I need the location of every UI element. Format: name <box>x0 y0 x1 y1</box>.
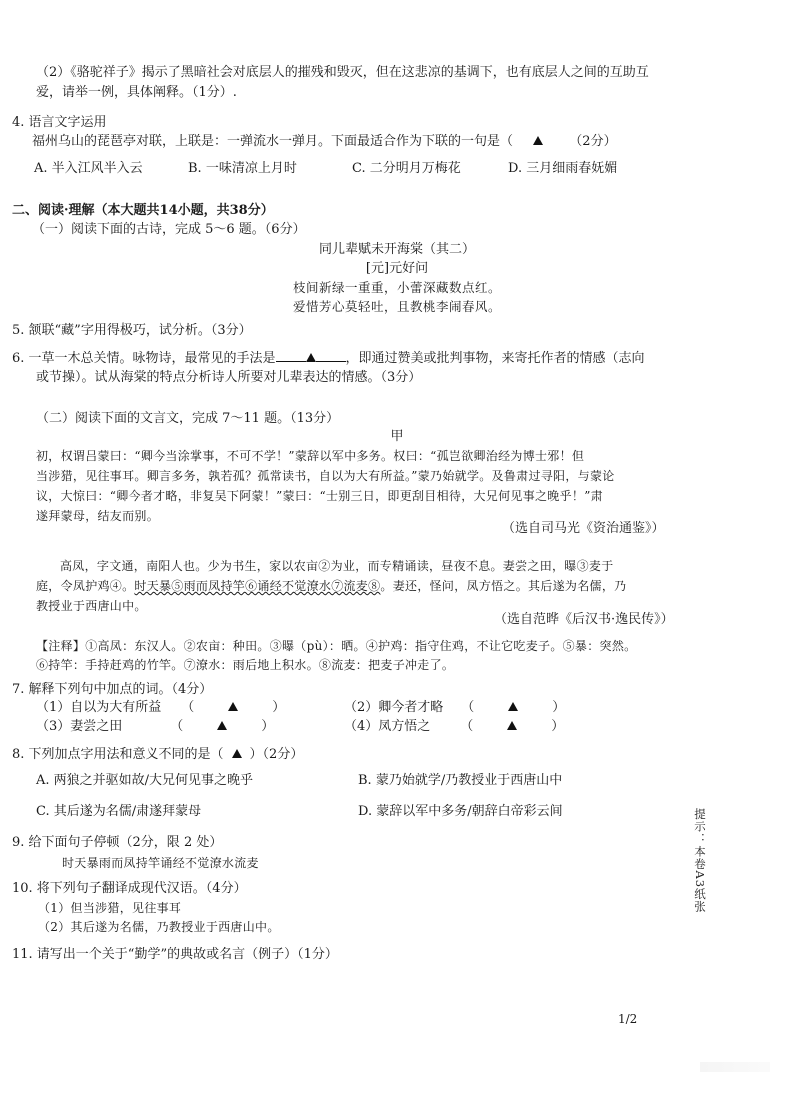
q7-item-2-text: （2）卿今者才略 <box>344 700 444 715</box>
q8-option-c: C. 其后遂为名儒/肃遂拜蒙母 <box>36 804 202 819</box>
yi-line-2-c: 。妻还，怪问，凤方悟之。其后遂为名儒，乃 <box>380 579 627 593</box>
answer-triangle-icon <box>306 353 316 362</box>
q10-title: 10. 将下列句子翻译成现代汉语。（4分） <box>12 881 247 896</box>
answer-triangle-icon <box>232 749 242 758</box>
q6-text-a: 6. 一草一木总关情。咏物诗，最常见的手法是 <box>12 351 276 366</box>
q8-title <box>12 746 303 764</box>
poem-line-1: 枝间新绿一重重，小蕾深藏数点红。 <box>292 280 501 295</box>
q7-item-1-text: （1）自以为大有所益 <box>36 700 162 715</box>
q9-sentence: 时天暴雨而凤持竿诵经不觉潦水流麦 <box>62 856 259 870</box>
q7-item-2: （2）卿今者才略 （ ） <box>344 700 566 715</box>
poem-title: 同儿辈赋未开海棠（其二） <box>318 242 475 257</box>
q8-option-d: D. 蒙辞以军中多务/朝辞白帝彩云间 <box>358 804 563 819</box>
q8-score: ）（2分） <box>249 747 304 762</box>
q10-sentence-2: （2）其后遂为名儒，乃教授业于西唐山中。 <box>38 920 280 934</box>
side-note-paper-size: 提示：本卷A3纸张 <box>693 808 707 914</box>
q6-line2: 或节操）。试从海棠的特点分析诗人所要对儿辈表达的情感。（3分） <box>36 370 422 385</box>
jia-line-3: 议，大惊曰：“卿今者才略，非复吴下阿蒙！”蒙曰：“士别三日，即更刮目相待，大兄何见事之晚乎！”肃 <box>36 489 603 503</box>
q4-option-d: D. 三月细雨春妩媚 <box>508 161 618 176</box>
jia-line-2: 当涉猎，见往事耳。卿言多务，孰若孤？孤常读书，自以为大有所益。”蒙乃始就学。及鲁肃过寻阳，与蒙论 <box>36 469 615 483</box>
q6-line1 <box>12 350 645 368</box>
scan-artifact <box>700 1062 770 1072</box>
q4-score: （2分） <box>569 134 617 149</box>
q11: 11. 请写出一个关于“勤学”的典故或名言（例子）（1分） <box>12 947 338 962</box>
yi-underlined-sentence: 时天暴⑤雨而凤持竿⑥诵经不觉潦水⑦流麦⑧ <box>134 579 381 593</box>
poem-author: [元]元好问 <box>365 261 429 276</box>
page-number: 1/2 <box>618 1012 638 1026</box>
q3-2-line2: 爱，请举一例，具体阐释。（1分）. <box>36 85 237 100</box>
answer-triangle-icon <box>228 702 238 711</box>
q4-stem <box>32 133 617 151</box>
q4-option-c: C. 二分明月万梅花 <box>352 161 461 176</box>
q7-item-1: （1）自以为大有所益 （ ） <box>36 700 286 715</box>
q7-item-4: （4）凤方悟之 （ ） <box>344 719 565 734</box>
yi-line-3: 教授业于西唐山中。 <box>36 599 147 613</box>
answer-triangle-icon <box>508 702 518 711</box>
q5: 5. 颔联“藏”字用得极巧，试分析。（3分） <box>12 323 252 338</box>
jia-line-4: 遂拜蒙母，结友而别。 <box>36 509 160 523</box>
q7-item-3: （3）妻尝之田 （ ） <box>36 719 275 734</box>
passage-jia-label: 甲 <box>390 429 404 444</box>
q10-sentence-1: （1）但当涉猎，见往事耳 <box>38 901 182 915</box>
answer-triangle-icon <box>533 136 543 145</box>
section2-part1: （一）阅读下面的古诗，完成 5～6 题。（6分） <box>32 222 306 237</box>
q4-stem-text: 福州乌山的琵琶亭对联，上联是：一弹流水一弹月。下面最适合作为下联的一句是（ <box>32 134 514 149</box>
q4-option-b: B. 一味清凉上月时 <box>188 161 297 176</box>
q8-option-b: B. 蒙乃始就学/乃教授业于西唐山中 <box>358 773 563 788</box>
q4-option-a: A. 半入江风半入云 <box>34 161 143 176</box>
jia-source: （选自司马光《资治通鉴》） <box>502 521 665 536</box>
q7-item-3-text: （3）妻尝之田 <box>36 719 123 734</box>
poem-line-2: 爱惜芳心莫轻吐，且教桃李闹春风。 <box>292 299 501 314</box>
yi-line-1: 高凤，字文通，南阳人也。少为书生，家以农亩②为业，而专精诵读，昼夜不息。妻尝之田，曝③麦于 <box>60 559 614 573</box>
yi-line-2 <box>36 577 626 595</box>
section2-title: 二、阅读·理解（本大题共14小题，共38分） <box>12 203 274 218</box>
q4-title: 4. 语言文字运用 <box>12 115 107 130</box>
answer-triangle-icon <box>217 721 227 730</box>
q3-2-line1: （2）《骆驼祥子》揭示了黑暗社会对底层人的摧残和毁灭，但在这悲凉的基调下，也有底层人之间的互助互 <box>36 65 649 80</box>
q8-option-a: A. 两狼之并驱如故/大兄何见事之晚乎 <box>36 773 254 788</box>
part2-title: （二）阅读下面的文言文，完成 7～11 题。（13分） <box>36 411 340 426</box>
yi-line-2-a: 庭，令凤护鸡④。 <box>36 579 135 593</box>
q7-item-4-text: （4）凤方悟之 <box>344 719 431 734</box>
notes-line-2: ⑥持竿：手持赶鸡的竹竿。⑦潦水：雨后地上积水。⑧流麦：把麦子冲走了。 <box>36 658 455 672</box>
q7-title: 7. 解释下列句中加点的词。（4分） <box>12 682 213 697</box>
q9-title: 9. 给下面句子停顿（2分，限 2 处） <box>12 835 223 850</box>
q8-title-text: 8. 下列加点字用法和意义不同的是（ <box>12 747 224 762</box>
yi-source: （选自范晔《后汉书·逸民传》） <box>494 612 674 627</box>
jia-line-1: 初，权谓吕蒙曰：“卿今当涂掌事，不可不学！”蒙辞以军中多务。权曰：“孤岂欲卿治经为博士邪！但 <box>36 449 585 463</box>
answer-triangle-icon <box>507 721 517 730</box>
q6-text-b: ，即通过赞美或批判事物，来寄托作者的情感（志向 <box>345 351 645 366</box>
notes-line-1: 【注释】①高凤：东汉人。②农亩：种田。③曝（pù）：晒。④护鸡：指守住鸡，不让它吃麦子。⑤暴：突然。 <box>36 639 637 653</box>
